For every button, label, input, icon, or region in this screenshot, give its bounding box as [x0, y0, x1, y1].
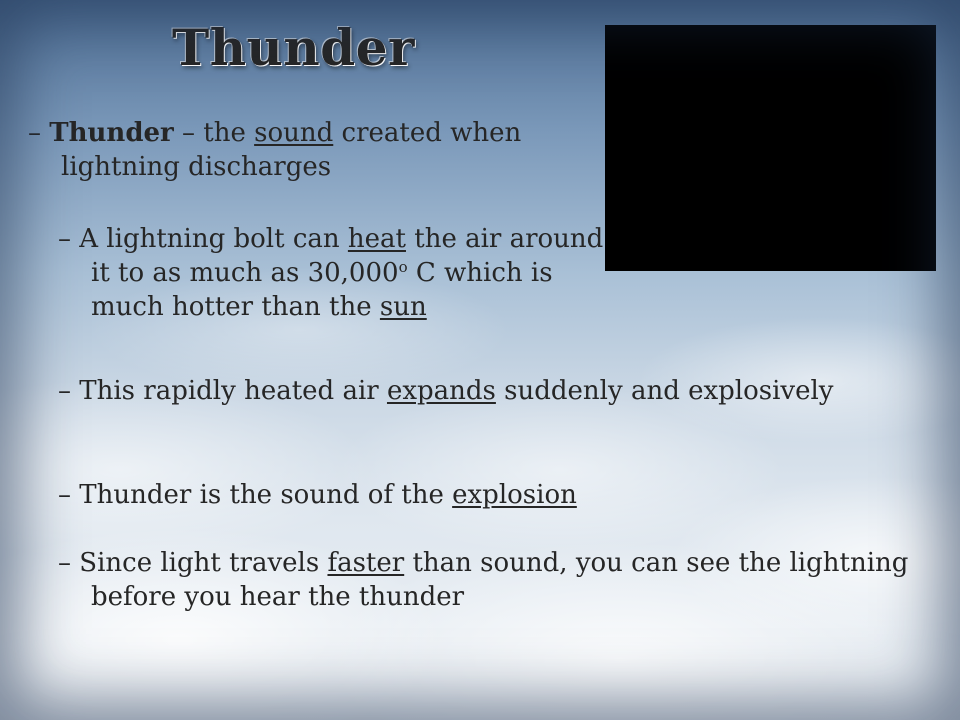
bullet-dash: –: [58, 376, 80, 406]
bullet-text: suddenly and explosively: [495, 376, 834, 406]
bullet-text: Thunder is the sound of the: [79, 480, 453, 510]
bullet-text: This rapidly heated air: [79, 376, 387, 406]
keyword-sun: sun: [379, 292, 427, 322]
slide-title: Thunder: [172, 18, 415, 77]
keyword-faster: faster: [327, 548, 405, 578]
bullet-text: C which is much hotter than the: [91, 258, 553, 322]
bullet-dash: –: [58, 480, 80, 510]
image-placeholder: [605, 25, 936, 271]
keyword-heat: heat: [347, 224, 406, 254]
bullet-faster: [58, 546, 941, 614]
bullet-dash: –: [58, 224, 80, 254]
term-thunder: Thunder: [49, 118, 174, 148]
bullet-dash: –: [58, 548, 80, 578]
bullet-text: Since light travels: [79, 548, 328, 578]
bullet-expands: [58, 374, 911, 408]
bullet-explosion: [58, 478, 911, 512]
bullet-text: – the: [173, 118, 255, 148]
keyword-explosion: explosion: [452, 480, 577, 510]
bullet-heat-first-part: [58, 222, 611, 324]
bullet-dash: –: [28, 118, 50, 148]
bullet-text: A lightning bolt can: [79, 224, 348, 254]
bullet-text: the air around it to as much as 30,000: [91, 224, 604, 288]
bullet-text: than sound, you can see the lightning before you hear the thunder: [91, 548, 909, 612]
bullet-text: created when lightning discharges: [61, 118, 522, 182]
keyword-sound: sound: [254, 118, 334, 148]
bullet-definition: [28, 116, 621, 184]
keyword-expands: expands: [386, 376, 496, 406]
degree-symbol: o: [398, 258, 408, 276]
